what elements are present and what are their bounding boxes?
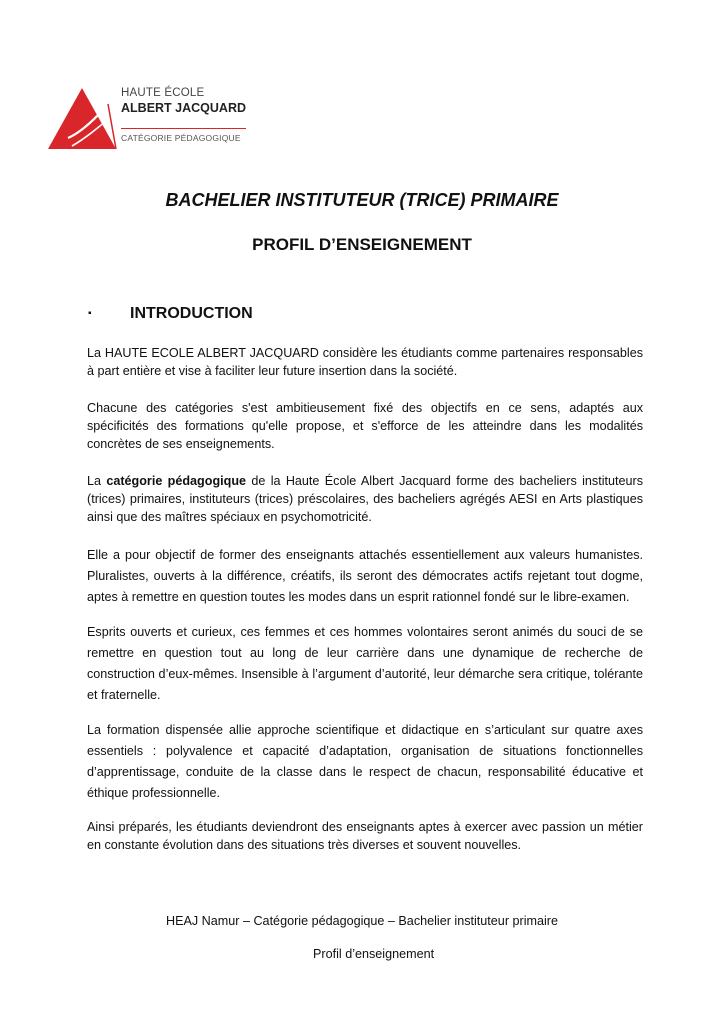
document-title: BACHELIER INSTITUTEUR (TRICE) PRIMAIRE <box>165 190 559 210</box>
paragraph-3-start: La <box>87 474 107 488</box>
paragraph-3-bold: catégorie pédagogique <box>106 474 247 488</box>
document-subtitle: PROFIL D’ENSEIGNEMENT <box>252 235 472 254</box>
paragraph-3 <box>87 472 643 526</box>
logo-text <box>121 86 261 143</box>
paragraph-3-end: de la Haute École Albert Jacquard forme des bacheliers instituteurs (trices) primaires, instituteurs (trices) préscolaires, des bacheliers agrégés AESI en Arts plastiques ainsi que des maîtres spéciaux en psychomotricité. <box>87 474 644 524</box>
logo-category: CATÉGORIE PÉDAGOGIQUE <box>121 133 241 143</box>
footer-line-2: Profil d’enseignement <box>313 947 435 961</box>
section-heading <box>88 305 253 323</box>
bullet-icon: ▪ <box>88 308 92 320</box>
logo-school-type: HAUTE ÉCOLE <box>121 87 205 99</box>
paragraph-2: Chacune des catégories s'est ambitieusement fixé des objectifs en ce sens, adaptés aux spécificités des formations qu'elle propose, et s'efforce de les atteindre dans les modalités concrètes de ses enseignements. <box>87 401 643 451</box>
paragraph-7: Ainsi préparés, les étudiants deviendront des enseignants aptes à exercer avec passion un métier en constante évolution dans des situations très diverses et souvent nouvelles. <box>87 820 643 852</box>
paragraph-6: La formation dispensée allie approche scientifique et didactique en s’articulant sur quatre axes essentiels : polyvalence et capacité d’adaptation, organisation de situations fonctionnelles d’apprentissage, conduite de la classe dans le respect de chacun, responsabilité éducative et éthique professionnelle. <box>87 723 643 800</box>
red-triangle-logo-icon <box>46 86 126 152</box>
section-heading-text: INTRODUCTION <box>130 305 253 322</box>
paragraph-4: Elle a pour objectif de former des enseignants attachés essentiellement aux valeurs humanistes. Pluralistes, ouverts à la différence, créatifs, ils seront des démocrates actifs rejetant tout dogme, aptes à remettre en question toutes les modes dans un esprit rationnel fondé sur le libre-examen. <box>87 548 643 604</box>
school-logo <box>46 86 246 152</box>
footer-line-1: HEAJ Namur – Catégorie pédagogique – Bachelier instituteur primaire <box>165 914 558 928</box>
paragraph-1: La HAUTE ECOLE ALBERT JACQUARD considère les étudiants comme partenaires responsables à part entière et vise à faciliter leur future insertion dans la société. <box>87 346 643 378</box>
logo-divider <box>121 128 246 129</box>
paragraph-5: Esprits ouverts et curieux, ces femmes et ces hommes volontaires seront animés du souci de se remettre en question tout au long de leur carrière dans une dynamique de recherche de construction d’eux-mêmes. Insensible à l’argument d’autorité, leur démarche sera critique, tolérante et fraternelle. <box>87 625 643 702</box>
logo-school-name: ALBERT JACQUARD <box>121 101 246 115</box>
document-body <box>87 344 643 854</box>
